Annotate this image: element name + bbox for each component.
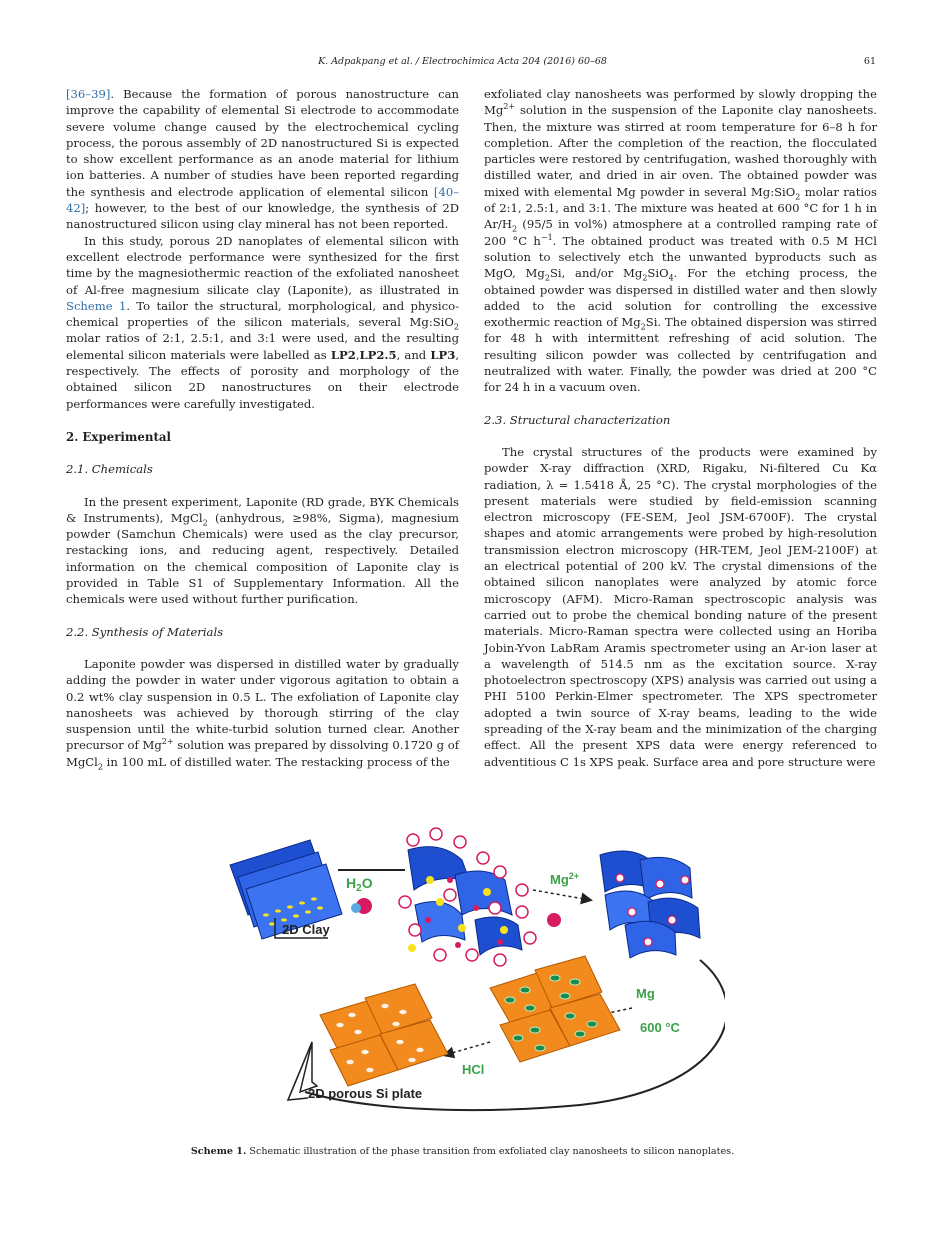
mg2-label: $Mg^{2+}$: [550, 871, 580, 887]
temperature-label: 600 °C: [640, 1020, 680, 1035]
exfoliated-nanosheets-icon: [399, 828, 536, 966]
water-molecule-icon: [351, 898, 372, 914]
left-column: [66, 86, 459, 770]
restacked-clay-icon: [600, 851, 700, 958]
dashed-arrow: [533, 890, 590, 900]
paragraph: In the present experiment, Laponite (RD grade, BYK Chemicals & Instruments), MgCl$_2$ (anhydrous, ≥98%, Sigma), magnesium powder (Samchun Chemicals) were used as the clay precursor, restacking ions, and reducing agent, respectively. Detailed information on the chemical composition of Laponite clay is provided in Table S1 of Supplementary Information. All the chemicals were used without further purification.: [66, 494, 459, 607]
paragraph: exfoliated clay nanosheets was performed by slowly dropping the $Mg^{2+}$ solution in the suspension of the Laponite clay nanosheets. Then, the mixture was stirred at room temperature for 6–8 h for completion. After the completion of the reaction, the flocculated particles were restored by centrifugation, washed thoroughly with distilled water, and dried in air oven. The obtained powder was mixed with elemental Mg powder in several Mg:SiO$_2$ molar ratios of 2:1, 2.5:1, and 3:1. The mixture was heated at 600 °C for 1 h in $Ar/H_2$ (95/5 in vol%) atmosphere at a controlled ramping rate of 200 °C $h^{-1}$. The obtained product was treated with 0.5 M HCl solution to selectively etch the unwanted byproducts such as MgO, $Mg_2Si$, and/or $Mg_2SiO_4$. For the etching process, the obtained powder was dispersed in distilled water and then slowly added to the acid solution for controlling the excessive exothermic reaction of $Mg_2Si$. The obtained dispersion was stirred for 48 h with intermittent refreshing of acid solution. The resulting silicon powder was collected by centrifugation and neutralized with water. Finally, the powder was dried at 200 °C for 24 h in a vacuum oven.: [484, 87, 878, 395]
caption-label: Scheme 1.: [190, 1146, 247, 1157]
paragraph: [36–39]. Because the formation of porous nanostructure can improve the capability of elemental Si electrode to accommodate severe volume change caused by the electrochemical cycling process, the porous assembly of 2D nanostructured Si is expected to show excellent performance as an anode material for lithium ion batteries. A number of studies have been reported regarding the synthesis and electrode application of elemental silicon [40–42]; however, to the best of our knowledge, the synthesis of 2D nanostructured silicon using clay mineral has not been reported.: [66, 87, 459, 232]
hcl-label: HCl: [462, 1062, 485, 1077]
subsection-heading: 2.1. Chemicals: [66, 462, 153, 477]
mg-ion-icon: [547, 913, 561, 927]
subsection-heading: 2.3. Structural characterization: [484, 412, 671, 427]
right-column: [484, 86, 877, 770]
paragraph: The crystal structures of the products were examined by powder X-ray diffraction (XRD, Rigaku, Ni-filtered Cu Kα radiation, λ = 1.5418 Å, 25 °C). The crystal morphologies of the present materials were studied by field-emission scanning electron microscopy (FE-SEM, Jeol JSM-6700F). The crystal shapes and atomic arrangements were probed by high-resolution transmission electron microscopy (HR-TEM, Jeol JEM-2100F) at an electrical potential of 200 kV. The crystal dimensions of the obtained silicon nanoplates were analyzed by atomic force microscopy (AFM). Micro-Raman spectroscopic analysis was carried out to probe the chemical bonding nature of the present materials. Micro-Raman spectra were collected using an Horiba Jobin-Yvon LabRam Aramis spectrometer using an Ar-ion laser at a wavelength of 514.5 nm as the excitation source. X-ray photoelectron spectroscopy (XPS) analysis was carried out using a PHI 5100 Perkin-Elmer spectrometer. The XPS spectrometer adopted a twin source of X-ray beams, leading to the wide spreading of the X-ray beam and the minimization of the charging effect. All the present XPS data were energy referenced to adventitious C 1s XPS peak. Surface area and pore structure were: [484, 444, 877, 769]
running-header: [0, 56, 925, 70]
scheme-figure: [200, 820, 725, 1120]
page-number: 61: [863, 56, 876, 67]
scheme-link[interactable]: Scheme 1: [66, 298, 127, 313]
figure-caption: [0, 1146, 925, 1157]
h2o-label: $H_2O$: [346, 875, 373, 894]
mgo-si-plates-icon: [490, 956, 620, 1062]
section-heading: 2. Experimental: [66, 429, 172, 444]
paragraph: In this study, porous 2D nanoplates of elemental silicon with excellent electrode performance were synthesized for the first time by the magnesiothermic reaction of the exfoliated nanosheet of Al-free magnesium silicate clay (Laponite), as illustrated in Scheme 1. To tailor the structural, morphological, and physico-chemical properties of the silicon materials, several Mg:SiO$_2$ molar ratios of 2:1, 2.5:1, and 3:1 were used, and the resulting elemental silicon materials were labelled as LP2,LP2.5, and LP3, respectively. The effects of porosity and morphology of the obtained silicon 2D nanostructures on their electrode performances were carefully investigated.: [66, 233, 459, 411]
subsection-heading: 2.2. Synthesis of Materials: [66, 624, 224, 639]
reference-link[interactable]: [36–39]: [66, 87, 111, 101]
product-label: 2D porous Si plate: [308, 1086, 423, 1101]
porous-si-plates-icon: [320, 984, 448, 1086]
clay-label: 2D Clay: [282, 922, 330, 937]
mg-label: Mg: [636, 986, 655, 1001]
paragraph: Laponite powder was dispersed in distilled water by gradually adding the powder in water under vigorous agitation to obtain a 0.2 wt% clay suspension in 0.5 L. The exfoliation of Laponite clay nanosheets was achieved by thorough stirring of the clay suspension until the white-turbid solution turned clear. Another precursor of $Mg^{2+}$ solution was prepared by dissolving 0.1720 g of MgCl$_2$ in 100 mL of distilled water. The restacking process of the: [66, 656, 460, 771]
journal-citation: K. Adpakpang et al. / Electrochimica Acta 204 (2016) 60–68: [318, 56, 607, 67]
caption-text: Schematic illustration of the phase transition from exfoliated clay nanosheets to silicon nanoplates.: [246, 1146, 735, 1157]
reference-link[interactable]: [40–42]: [66, 184, 459, 216]
dashed-arrow: [445, 1042, 490, 1055]
